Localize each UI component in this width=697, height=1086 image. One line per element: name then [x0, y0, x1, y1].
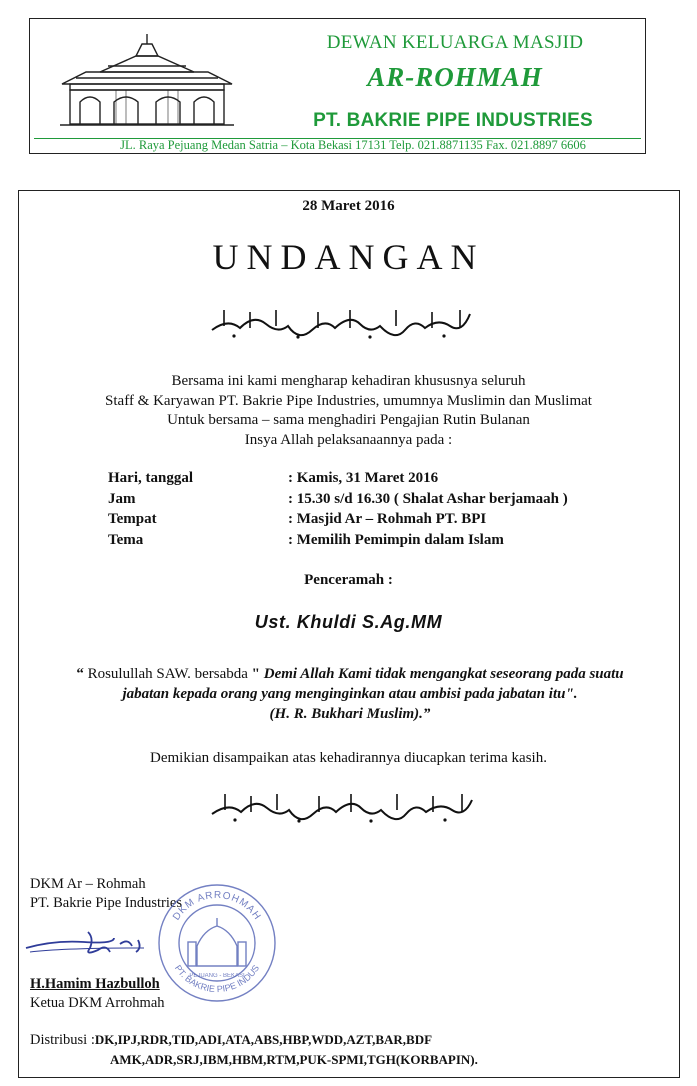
- lecturer-name: Ust. Khuldi S.Ag.MM: [254, 612, 443, 632]
- hadith-prefix: Rosulullah SAW. bersabda: [83, 666, 252, 682]
- mosque-logo: [56, 32, 238, 128]
- distribution-codes-2: AMK,ADR,SRJ,IBM,HBM,RTM,PUK-SPMI,TGH(KORBAPIN).: [110, 1052, 478, 1067]
- detail-value: : 15.30 s/d 16.30 ( Shalat Ashar berjamaah ): [288, 490, 568, 507]
- detail-value: : Memilih Pemimpin dalam Islam: [288, 531, 504, 548]
- detail-label: Tempat: [108, 511, 157, 527]
- detail-label: Hari, tanggal: [108, 470, 193, 486]
- hadith-line-1: [70, 664, 630, 684]
- intro-line: Insya Allah pelaksanaannya pada :: [244, 431, 453, 448]
- detail-row-place: [108, 511, 668, 532]
- detail-row-date: [108, 470, 668, 491]
- intro-line: Bersama ini kami mengharap kehadiran khususnya seluruh: [171, 373, 526, 389]
- distribution-label: Distribusi :: [30, 1032, 95, 1048]
- detail-label: Tema: [108, 531, 144, 548]
- salam-calligraphy-closing: [200, 788, 480, 828]
- intro-line: Untuk bersama – sama menghadiri Pengajian Rutin Bulanan: [167, 412, 530, 428]
- detail-label: Jam: [108, 490, 136, 507]
- detail-value: : Kamis, 31 Maret 2016: [288, 470, 439, 486]
- signatory-org-line-1: DKM Ar – Rohmah: [30, 876, 146, 892]
- intro-paragraph: [40, 372, 657, 450]
- distribution-list: [30, 1030, 478, 1067]
- hadith-source: (H. R. Bukhari Muslim).”: [269, 706, 431, 722]
- hadith-text-2: jabatan kepada orang yang menginginkan atau ambisi pada jabatan itu".: [122, 686, 578, 702]
- hadith-quote: [70, 664, 630, 724]
- detail-row-time: [108, 491, 668, 512]
- signatory-org-line-2: PT. Bakrie Pipe Industries: [30, 895, 182, 911]
- salam-calligraphy: [200, 304, 480, 344]
- detail-value: : Masjid Ar – Rohmah PT. BPI: [288, 511, 487, 527]
- letter-date: 28 Maret 2016: [302, 198, 395, 214]
- stamp-top-text: DKM ARROHMAH: [171, 889, 263, 923]
- signatory-role: Ketua DKM Arrohmah: [30, 995, 165, 1011]
- stamp-mid-text: PEJUANG - BEKASI: [189, 973, 245, 979]
- signatory-name: H.Hamim Hazbulloh: [30, 976, 160, 992]
- hadith-text-1: Demi Allah Kami tidak mengangkat seseorang pada suatu: [263, 666, 624, 682]
- handwritten-signature: [24, 918, 174, 970]
- lecturer-label: Penceramah :: [304, 572, 393, 588]
- open-quote: “: [76, 666, 84, 682]
- detail-row-theme: [108, 532, 668, 553]
- org-name: AR-ROHMAH: [367, 62, 543, 92]
- stamp-bottom-text: PT. BAKRIE PIPE INDUS: [172, 963, 262, 995]
- intro-line: Staff & Karyawan PT. Bakrie Pipe Industries, umumnya Muslimin dan Muslimat: [105, 392, 592, 409]
- letter-title: UNDANGAN: [212, 237, 485, 277]
- distribution-codes-1: DK,IPJ,RDR,TID,ADI,ATA,ABS,HBP,WDD,AZT,BAR,BDF: [94, 1032, 433, 1047]
- org-title: DEWAN KELUARGA MASJID: [326, 32, 584, 53]
- event-details: [108, 470, 668, 552]
- org-address: JL. Raya Pejuang Medan Satria – Kota Bekasi 17131 Telp. 021.8871135 Fax. 021.8897 6606: [120, 138, 586, 152]
- closing-line: Demikian disampaikan atas kehadirannya diucapkan terima kasih.: [150, 750, 547, 766]
- quote-mark: ": [251, 666, 260, 682]
- org-company: PT. BAKRIE PIPE INDUSTRIES: [313, 110, 593, 131]
